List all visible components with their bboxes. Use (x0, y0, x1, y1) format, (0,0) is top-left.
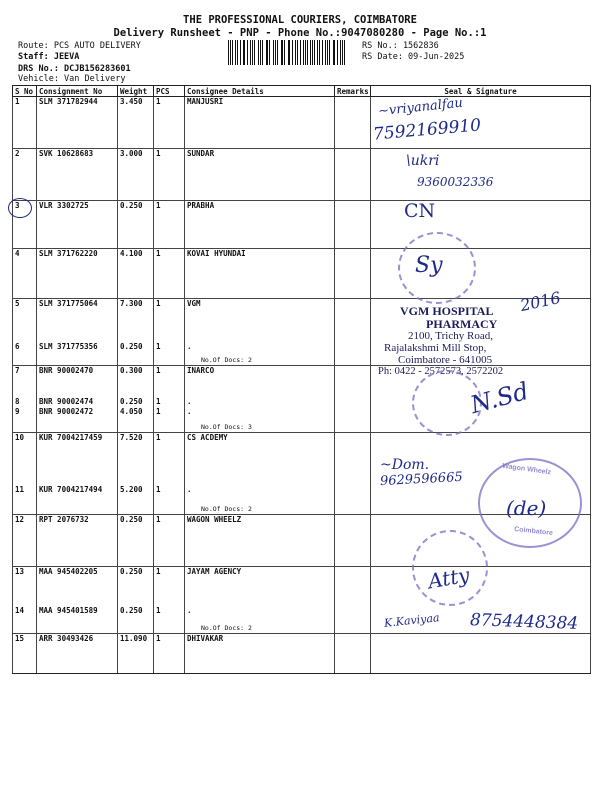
cell-consignee-text: . (187, 341, 192, 351)
cell-consignment (37, 201, 118, 249)
cell-consignee-text: . (187, 397, 192, 406)
cell-consignee (185, 249, 335, 299)
signature-row-2: \ukri (406, 153, 440, 169)
cell-sno (13, 365, 37, 397)
cell-sno-text: 15 (15, 634, 25, 643)
phone-row-2: 9360032336 (417, 175, 494, 189)
cell-consignment (37, 566, 118, 606)
phone-row-15: 8754448384 (469, 610, 579, 634)
cell-remarks (335, 97, 371, 149)
signature-row-5: 2016 (518, 287, 563, 316)
cell-consignment (37, 606, 118, 634)
col-header-consignment: Consignment No (37, 86, 118, 97)
pharmacy-stamp-address1: 2100, Trichy Road, (408, 330, 493, 342)
cell-consignment (37, 342, 118, 366)
cell-consignment (37, 299, 118, 342)
cell-sno (13, 407, 37, 433)
cell-sno-text: 14 (15, 606, 25, 615)
cell-pcs (154, 201, 185, 249)
barcode (228, 40, 348, 65)
cell-consignment-text: VLR 3302725 (39, 201, 89, 210)
cell-consignee (185, 201, 335, 249)
phone-row-11: 9629596665 (379, 469, 464, 490)
barcode-bar (295, 40, 296, 65)
table-row (13, 342, 591, 366)
cell-pcs (154, 485, 185, 515)
cell-consignee (185, 397, 335, 407)
cell-consignment-text: BNR 90002474 (39, 397, 94, 406)
cell-weight-text: 4.100 (120, 249, 143, 258)
cell-sno-text: 4 (15, 249, 20, 258)
cell-consignment-text: SLM 371782944 (39, 97, 98, 106)
cell-pcs-text: 1 (156, 634, 161, 643)
cell-consignment-text: BNR 90002472 (39, 407, 94, 416)
cell-pcs-text: 1 (156, 249, 161, 258)
table-row (13, 201, 591, 249)
cell-sno (13, 397, 37, 407)
docs-count: No.Of Docs: 2 (201, 355, 252, 364)
col-header-consignee: Consignee Details (185, 86, 335, 97)
cell-consignment-text: MAA 945402205 (39, 566, 98, 576)
cell-weight-text: 4.050 (120, 407, 143, 416)
pharmacy-stamp-name: VGM HOSPITAL (400, 304, 494, 318)
cell-weight (118, 433, 154, 485)
cell-consignee-text: JAYAM AGENCY (187, 566, 242, 576)
cell-remarks (335, 433, 371, 485)
cell-sno (13, 149, 37, 201)
barcode-bar (254, 40, 255, 65)
col-header-weight: Weight (118, 86, 154, 97)
cell-weight (118, 407, 154, 433)
barcode-bar (247, 40, 248, 65)
circled-sno-3 (8, 198, 32, 218)
docs-count: No.Of Docs: 3 (201, 423, 252, 431)
cell-consignee (185, 514, 335, 566)
cell-consignment (37, 485, 118, 515)
cell-consignment (37, 97, 118, 149)
cell-consignee (185, 485, 335, 515)
pharmacy-stamp-phone: Ph: 0422 - 2572573, 2572202 (378, 366, 504, 377)
cell-consignee-text: WAGON WHEELZ (187, 514, 242, 524)
cell-sno-text: 8 (15, 397, 20, 406)
signature-row-10: ~Dom. (380, 457, 430, 473)
cell-consignee-text: PRABHA (187, 201, 215, 210)
barcode-bar (284, 40, 285, 65)
cell-pcs-text: 1 (156, 566, 161, 576)
barcode-bar (237, 40, 238, 65)
cell-remarks (335, 201, 371, 249)
cell-consignee (185, 566, 335, 606)
cell-sno-text: 13 (15, 566, 25, 576)
cell-weight-text: 0.250 (120, 514, 143, 524)
cell-consignment-text: SLM 371775064 (39, 299, 98, 308)
wagon-stamp-bottom: Coimbatore (513, 525, 554, 538)
cell-weight (118, 342, 154, 366)
cell-consignee-text: VGM (187, 299, 201, 308)
cell-consignee (185, 634, 335, 674)
pharmacy-stamp-address2: Rajalakshmi Mill Stop, (384, 342, 487, 354)
cell-pcs-text: 1 (156, 299, 161, 308)
cell-weight-text: 0.300 (120, 365, 143, 375)
cell-consignment (37, 149, 118, 201)
table-row (13, 634, 591, 674)
cell-pcs (154, 249, 185, 299)
cell-sno-text: 5 (15, 299, 20, 308)
cell-consignee-text: KOVAI HYUNDAI (187, 249, 246, 258)
cell-remarks (335, 514, 371, 566)
cell-consignment (37, 634, 118, 674)
pharmacy-stamp-address3: Coimbatore - 641005 (398, 354, 493, 366)
barcode-bar (334, 40, 335, 65)
cell-remarks (335, 397, 371, 407)
barcode-bar (273, 40, 274, 65)
pharmacy-stamp-line2: PHARMACY (426, 317, 498, 331)
cell-weight (118, 634, 154, 674)
cell-weight-text: 7.520 (120, 433, 143, 442)
cell-sno-text: 3 (15, 201, 20, 210)
cell-sno (13, 634, 37, 674)
barcode-bar (344, 40, 345, 65)
cell-consignee (185, 606, 335, 634)
cell-sno (13, 566, 37, 606)
cell-pcs (154, 634, 185, 674)
route-label: Route: PCS AUTO DELIVERY (18, 41, 141, 51)
table-header-row (13, 86, 591, 97)
cell-sno (13, 606, 37, 634)
barcode-bar (319, 40, 320, 65)
cell-consignee (185, 407, 335, 433)
barcode-bar (235, 40, 236, 65)
barcode-bar (297, 40, 298, 65)
staff-label: Staff: JEEVA (18, 52, 80, 62)
cell-sno (13, 433, 37, 485)
cell-weight (118, 365, 154, 397)
cell-weight-text: 0.250 (120, 566, 143, 576)
cell-weight-text: 0.250 (120, 606, 143, 615)
barcode-bar (277, 40, 278, 65)
cell-weight (118, 149, 154, 201)
barcode-bar (327, 40, 328, 65)
runsheet-subtitle: Delivery Runsheet - PNP - Phone No.:9047080280 - Page No.:1 (113, 27, 487, 39)
cell-pcs-text: 1 (156, 365, 161, 375)
cell-consignment-text: MAA 945401589 (39, 606, 98, 615)
rs-date: RS Date: 09-Jun-2025 (362, 52, 465, 62)
cell-sno-text: 10 (15, 433, 25, 442)
cell-weight-text: 0.250 (120, 397, 143, 406)
cell-weight-text: 11.090 (120, 634, 148, 643)
cell-consignment-text: KUR 7004217494 (39, 484, 103, 494)
cell-pcs-text: 1 (156, 149, 161, 158)
cell-sno (13, 299, 37, 342)
name-row-15: K.Kaviyaa (383, 611, 441, 630)
cell-pcs-text: 1 (156, 201, 161, 210)
cell-consignee-text: . (187, 606, 192, 615)
cell-consignment (37, 407, 118, 433)
cell-consignee-text: . (187, 484, 192, 494)
wagon-stamp-top: Wagon Wheelz (501, 462, 552, 477)
cell-remarks (335, 299, 371, 342)
signature-row-14: Atty (426, 562, 472, 594)
cell-consignment-text: ARR 30493426 (39, 634, 94, 643)
cell-pcs (154, 149, 185, 201)
cell-remarks (335, 365, 371, 397)
col-header-sno: S No (13, 86, 37, 97)
company-title: THE PROFESSIONAL COURIERS, COIMBATORE (183, 14, 417, 26)
barcode-bar (317, 40, 318, 65)
cell-sno-text: 1 (15, 97, 20, 106)
cell-remarks (335, 606, 371, 634)
cell-remarks (335, 634, 371, 674)
cell-pcs-text: 1 (156, 606, 161, 615)
cell-remarks (335, 407, 371, 433)
cell-consignee-text: . (187, 407, 192, 416)
cell-consignee (185, 342, 335, 366)
signature-row-7: N.Sd (467, 376, 532, 420)
cell-weight (118, 514, 154, 566)
cell-pcs (154, 514, 185, 566)
cell-sno (13, 249, 37, 299)
barcode-bar (250, 40, 251, 65)
cell-pcs (154, 606, 185, 634)
cell-consignment (37, 397, 118, 407)
cell-weight-text: 0.250 (120, 201, 143, 210)
cell-consignment-text: RPT 2076732 (39, 514, 89, 524)
cell-consignee (185, 433, 335, 485)
docs-count: No.Of Docs: 2 (201, 504, 252, 513)
cell-consignment (37, 514, 118, 566)
cell-consignee-text: CS ACDEMY (187, 433, 228, 442)
cell-weight (118, 397, 154, 407)
table-row (13, 299, 591, 342)
cell-sno (13, 514, 37, 566)
cell-weight-text: 5.200 (120, 484, 143, 494)
rs-number: RS No.: 1562836 (362, 41, 439, 51)
runsheet-table (12, 85, 591, 674)
cell-sno-text: 12 (15, 514, 25, 524)
vehicle-label: Vehicle: Van Delivery (18, 74, 126, 84)
col-header-seal: Seal & Signature (371, 86, 591, 97)
cell-consignment-text: SLM 371775356 (39, 341, 98, 351)
cell-sno (13, 485, 37, 515)
cell-pcs-text: 1 (156, 433, 161, 442)
cell-consignee (185, 149, 335, 201)
cell-pcs (154, 433, 185, 485)
cell-weight-text: 3.450 (120, 97, 143, 106)
cell-pcs (154, 365, 185, 397)
cell-pcs (154, 342, 185, 366)
barcode-bar (262, 40, 263, 65)
cell-sno-text: 7 (15, 365, 20, 375)
signature-row-1: ~vriyanalfau (377, 95, 464, 120)
barcode-bar (340, 40, 341, 65)
cell-weight (118, 249, 154, 299)
cell-pcs-text: 1 (156, 484, 161, 494)
cell-remarks (335, 566, 371, 606)
table-row (13, 97, 591, 149)
cell-weight-text: 7.300 (120, 299, 143, 308)
cell-weight (118, 566, 154, 606)
cell-consignee (185, 97, 335, 149)
cell-remarks (335, 149, 371, 201)
cell-pcs (154, 566, 185, 606)
signature-row-12: (de) (506, 496, 547, 520)
cell-pcs (154, 299, 185, 342)
cell-remarks (335, 342, 371, 366)
cell-consignment (37, 365, 118, 397)
drs-label: DRS No.: DCJB156283601 (18, 64, 131, 74)
barcode-bar (303, 40, 304, 65)
mark-row-3: CN (404, 200, 436, 222)
cell-weight (118, 299, 154, 342)
cell-pcs-text: 1 (156, 407, 161, 416)
cell-consignment-text: KUR 7004217459 (39, 433, 103, 442)
cell-consignee-text: SUNDAR (187, 149, 215, 158)
cell-weight (118, 485, 154, 515)
cell-weight (118, 201, 154, 249)
table-row (13, 149, 591, 201)
cell-consignment (37, 433, 118, 485)
barcode-bar (269, 40, 270, 65)
table-row (13, 566, 591, 606)
cell-sno-text: 9 (15, 407, 20, 416)
cell-consignment-text: BNR 90002470 (39, 365, 94, 375)
cell-weight (118, 606, 154, 634)
cell-consignee (185, 365, 335, 397)
cell-pcs-text: 1 (156, 514, 161, 524)
cell-pcs-text: 1 (156, 397, 161, 406)
barcode-bar (310, 40, 311, 65)
cell-weight-text: 0.250 (120, 341, 143, 351)
cell-pcs (154, 397, 185, 407)
cell-sno (13, 342, 37, 366)
cell-consignment (37, 249, 118, 299)
cell-sno-text: 2 (15, 149, 20, 158)
cell-pcs-text: 1 (156, 97, 161, 106)
cell-sno-text: 11 (15, 484, 25, 494)
cell-seal (371, 634, 591, 674)
table-row (13, 249, 591, 299)
phone-row-1: 7592169910 (372, 115, 482, 145)
cell-pcs (154, 407, 185, 433)
cell-consignment-text: SVK 10628683 (39, 149, 94, 158)
docs-count: No.Of Docs: 2 (201, 624, 252, 632)
barcode-bar (228, 40, 229, 65)
col-header-pcs: PCS (154, 86, 185, 97)
col-header-remarks: Remarks (335, 86, 371, 97)
cell-sno (13, 97, 37, 149)
cell-weight (118, 97, 154, 149)
cell-remarks (335, 249, 371, 299)
cell-pcs (154, 97, 185, 149)
cell-consignment-text: SLM 371762220 (39, 249, 98, 258)
cell-remarks (335, 485, 371, 515)
cell-consignee-text: INARCO (187, 365, 215, 375)
signature-row-4: Sy (415, 253, 443, 278)
cell-consignee-text: MANJUSRI (187, 97, 224, 106)
cell-pcs-text: 1 (156, 341, 161, 351)
cell-sno-text: 6 (15, 341, 20, 351)
cell-weight-text: 3.000 (120, 149, 143, 158)
cell-consignee-text: DHIVAKAR (187, 634, 224, 643)
cell-consignee (185, 299, 335, 342)
